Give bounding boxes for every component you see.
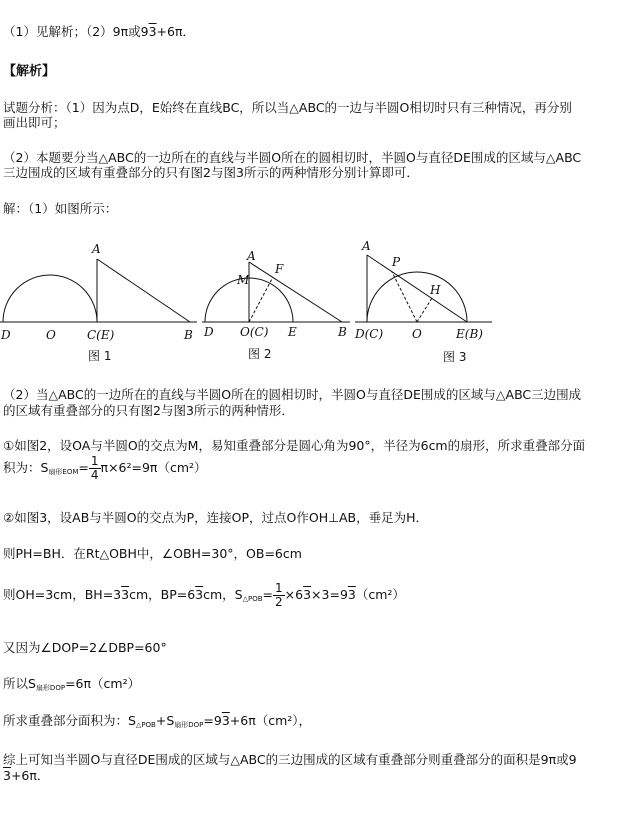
case2-l3-f: ×3=9 [311, 587, 348, 602]
case2-line-3 [3, 580, 405, 614]
solution-intro: 解：（1）如图所示： [3, 201, 118, 216]
part2-line-1: （2）当△ABC的一边所在的直线与半圆O所在的圆相切时，半圆O与直径DE围成的区域与△ABC三边围成 [3, 387, 582, 402]
case2-line-5 [3, 676, 140, 696]
figure-2 [202, 249, 350, 361]
case1-frac-num: 1 [90, 454, 99, 468]
case1-sub: 扇形EOM [48, 468, 79, 476]
case2-l3-rad2: 3 [195, 587, 204, 602]
case2-line-4: 又因为∠DOP=2∠DBP=60° [3, 640, 167, 655]
case2-line-2: 则PH=BH．在Rt△OBH中，∠OBH=30°，OB=6cm [3, 546, 302, 561]
fig2-label-b: B [338, 325, 347, 339]
conclusion-rad: 3 [3, 768, 11, 783]
case2-l6-d: +6π（cm²）， [229, 713, 312, 728]
case2-l3-b: cm，BP=6 [129, 587, 196, 602]
case2-l3-frac-num: 1 [275, 581, 283, 595]
conclusion-tail: +6π． [10, 768, 50, 783]
fig1-label-ce: C(E) [87, 328, 115, 342]
fig1-label-a: A [92, 242, 101, 256]
case2-l3-rad1: 3 [121, 587, 130, 602]
fig2-caption: 图 2 [248, 347, 272, 361]
case1-eq: = [78, 460, 89, 475]
conclusion-line-1: 综上可知当半圆O与直径DE围成的区域与△ABC的三边围成的区域有重叠部分则重叠部分的面积是9π或9 [3, 752, 577, 767]
fig3-label-dc: D(C) [355, 327, 384, 341]
case2-l6-a: 所求重叠部分面积为：S [3, 713, 136, 728]
analysis-line-2: 画出即可； [3, 115, 66, 130]
case2-l5-sub: 扇形DOP [35, 684, 66, 692]
case1-frac-den: 4 [90, 468, 99, 482]
answer-radical: 3 [148, 24, 157, 39]
fig1-label-o: O [46, 328, 56, 342]
fig1-label-b: B [184, 328, 193, 342]
case2-l6-rad: 3 [221, 713, 230, 728]
case2-line-1: ②如图3，设AB与半圆O的交点为P，连接OP，过点O作OH⊥AB，垂足为H． [3, 510, 429, 525]
case2-l6-sub1: △POB [135, 721, 156, 729]
part2-line-2: 的区域有重叠部分的只有图2与图3所示的两种情形． [3, 403, 294, 418]
case2-l6-sub2: 扇形DOP [174, 721, 204, 729]
case2-l6-c: =9 [203, 713, 222, 728]
case1-prefix: 积为：S [3, 460, 49, 475]
fig3-label-o: O [412, 327, 422, 341]
case1-tail: π×6²=9π（cm²） [100, 460, 207, 475]
figures [0, 232, 630, 372]
fig2-label-f: F [275, 262, 284, 276]
case2-l3-a: 则OH=3cm，BH=3 [3, 587, 122, 602]
fig1-label-d: D [1, 328, 11, 342]
fig2-label-oc: O(C) [240, 325, 269, 339]
case2-l3-fraction [273, 582, 285, 609]
case2-l3-g: （cm²） [355, 587, 405, 602]
answer-text: （1）见解析；（2）9π或9 [3, 24, 149, 39]
fig3-label-h: H [430, 283, 441, 297]
case2-line-6 [3, 713, 311, 733]
fig2-label-d: D [204, 325, 214, 339]
fig1-caption: 图 1 [88, 349, 112, 363]
case2-l3-sub: △POB [242, 595, 263, 603]
fig3-label-a: A [362, 239, 371, 253]
fig3-label-eb: E(B) [456, 327, 483, 341]
case2-l3-rad3: 3 [303, 587, 312, 602]
case2-l3-c: cm，S [203, 587, 243, 602]
case2-l6-b: +S [155, 713, 175, 728]
case2-l3-frac-den: 2 [275, 595, 283, 609]
case2-l5-a: 所以S [3, 676, 36, 691]
analysis-heading: 【解析】 [3, 64, 56, 79]
figure-3 [354, 239, 492, 364]
analysis-line-3: （2）本题要分当△ABC的一边所在的直线与半圆O所在的圆相切时，半圆O与直径DE围成的区域与△ABC [3, 150, 582, 165]
fig2-label-m: M [237, 273, 250, 287]
figure-1 [0, 242, 197, 363]
case1-line-2 [3, 454, 207, 486]
fig3-label-p: P [392, 255, 401, 269]
conclusion-line-2 [3, 768, 49, 784]
analysis-line-4: 三边围成的区域有重叠部分的只有图2与图3所示的两种情形分别计算即可． [3, 165, 419, 180]
case2-l3-e: ×6 [284, 587, 304, 602]
case1-line-1: ①如图2，设OA与半圆O的交点为M，易知重叠部分是圆心角为90°，半径为6cm的扇形，所求重叠部分面 [3, 438, 586, 453]
case2-l5-b: =6π（cm²） [65, 676, 141, 691]
case1-fraction [89, 455, 101, 482]
case2-l3-rad4: 3 [347, 587, 356, 602]
analysis-line-1: 试题分析：（1）因为点D，E始终在直线BC，所以当△ABC的一边与半圆O相切时只有三种情况，再分别 [3, 100, 572, 115]
answer-line [3, 24, 195, 40]
fig2-label-a: A [247, 249, 256, 263]
case2-l3-d: = [262, 587, 274, 602]
fig3-caption: 图 3 [443, 350, 467, 364]
answer-tail: +6π． [156, 24, 195, 39]
fig2-label-e: E [288, 325, 297, 339]
